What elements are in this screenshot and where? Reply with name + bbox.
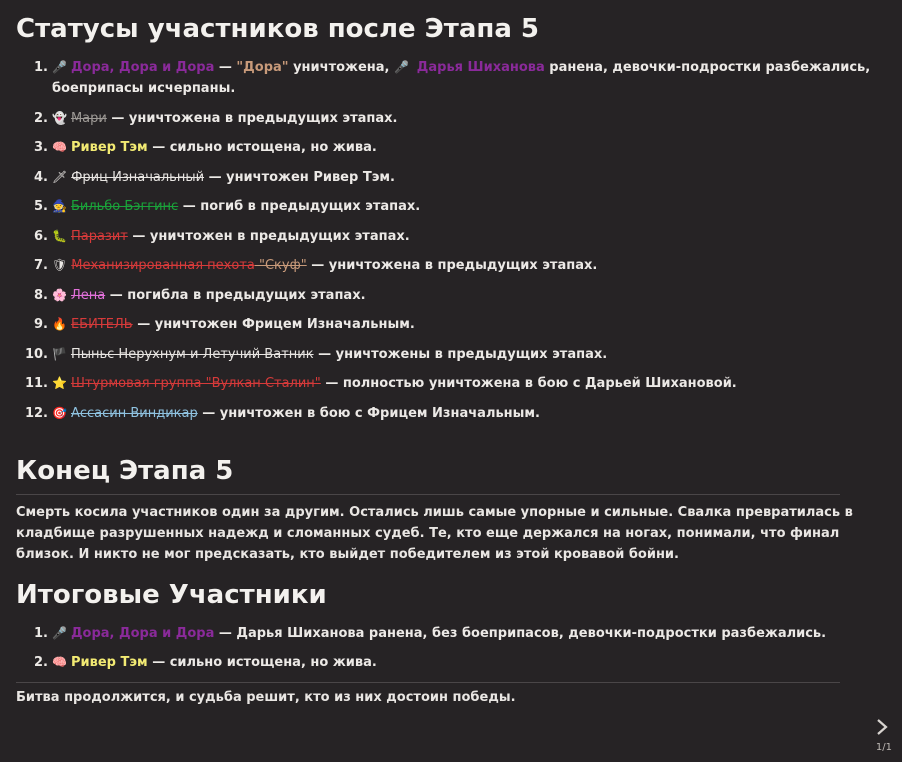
list-item-number: 12.: [24, 405, 48, 421]
stage-end-paragraph: Смерть косила участников один за другим. Остались лишь самые упорные и сильные. Свалка превратилась в кладбище разрушенных надежд и сломанных судеб. Те, кто еще держался на ногах, понимали, что финал близок. И никто не мог предсказать, кто выйдет победителем из этой кровавой бойни.: [16, 504, 853, 562]
emoji-icon: 🎤: [52, 60, 67, 74]
list-item-number: 9.: [34, 317, 48, 332]
emoji-icon: 🧠: [52, 655, 67, 669]
list-item-number: 4.: [34, 169, 48, 185]
list-item-number: 8.: [34, 287, 48, 303]
list-item-text: Бильбо Бэггинс: [70, 199, 179, 214]
emoji-icon: 🛡: [52, 258, 68, 272]
emoji-icon: 🎯: [52, 405, 67, 420]
list-item-text: — уничтожены в предыдущих этапах.: [313, 346, 608, 362]
list-item-number: 7.: [34, 258, 48, 273]
emoji-icon: 🌸: [52, 287, 67, 302]
statuses-list: [16, 57, 886, 424]
closing-paragraph: Битва продолжится, и судьба решит, кто из них достоин победы.: [16, 689, 516, 705]
list-item-text: — уничтожен Фрицем Изначальным.: [132, 317, 415, 332]
list-item: [16, 108, 886, 129]
list-item-text: — сильно истощена, но жива.: [147, 140, 377, 155]
list-item-text: Ассасин Виндикар: [70, 405, 198, 421]
list-item-text: —: [214, 60, 237, 75]
list-item: [16, 167, 886, 188]
list-item-text: "Скуф": [254, 258, 307, 273]
list-item-number: 3.: [34, 140, 48, 155]
list-item: [16, 57, 886, 99]
final-participants-list: [16, 623, 886, 674]
list-item: [16, 373, 886, 394]
list-item: [16, 652, 886, 673]
list-item-text: — погиб в предыдущих этапах.: [178, 199, 421, 214]
emoji-icon: 🐛: [52, 228, 67, 243]
list-item-text: Паразит: [70, 228, 128, 244]
list-item-text: — сильно истощена, но жива.: [147, 655, 377, 670]
list-item: [16, 285, 886, 306]
list-item-text: Дора, Дора и Дора: [70, 625, 215, 641]
list-item-text: Штурмовая группа "Вулкан Сталин": [70, 376, 321, 391]
list-item-text: — уничтожена в предыдущих этапах.: [106, 110, 398, 126]
page-counter: 1/1: [875, 742, 892, 753]
stage-end-heading: Конец Этапа 5: [16, 455, 234, 486]
list-item-text: — уничтожен в бою с Фрицем Изначальным.: [197, 405, 540, 421]
list-item-text: — уничтожена в предыдущих этапах.: [306, 258, 598, 273]
list-item-text: — полностью уничтожена в бою с Дарьей Шихановой.: [320, 376, 737, 391]
divider: [16, 682, 840, 683]
list-item-number: 6.: [34, 228, 48, 244]
statuses-heading: Статусы участников после Этапа 5: [16, 14, 540, 44]
list-item: [16, 255, 886, 276]
divider: [16, 494, 840, 495]
list-item-text: — уничтожен в предыдущих этапах.: [127, 228, 410, 244]
emoji-icon: 🗡: [52, 169, 68, 184]
emoji-icon: ⭐: [52, 376, 67, 390]
emoji-icon: 🎤: [52, 625, 67, 640]
list-item: [16, 137, 886, 158]
list-item-text: "Дора": [236, 60, 289, 75]
list-item-number: 5.: [34, 199, 48, 214]
final-participants-heading: Итоговые Участники: [16, 579, 327, 610]
emoji-icon: 👻: [52, 110, 67, 125]
list-item: [16, 226, 886, 247]
chevron-right-icon[interactable]: [874, 717, 890, 737]
list-item-text: Механизированная пехота: [71, 258, 255, 273]
list-item-text: Фриц Изначальный: [71, 169, 205, 185]
list-item-text: Ривер Тэм: [70, 655, 148, 670]
list-item: [16, 403, 886, 424]
list-item-text: уничтожена,: [288, 60, 395, 75]
emoji-icon: 🧠: [52, 140, 67, 154]
list-item-number: 11.: [24, 376, 48, 391]
list-item-number: 2.: [34, 110, 48, 126]
list-item: [16, 196, 886, 217]
emoji-icon: 🏴: [52, 346, 67, 361]
list-item-number: 1.: [34, 625, 48, 641]
emoji-icon: 🧙: [52, 199, 67, 213]
list-item: [16, 623, 886, 644]
list-item-text: Дарья Шиханова: [416, 60, 545, 75]
emoji-icon: 🔥: [52, 317, 67, 331]
list-item-text: Мари: [70, 110, 107, 126]
list-item-number: 2.: [34, 655, 48, 670]
list-item-text: Лена: [70, 287, 106, 303]
list-item-number: 1.: [34, 60, 48, 75]
list-item-text: Дора, Дора и Дора: [70, 60, 215, 75]
list-item: [16, 314, 886, 335]
list-item-text: ЕБИТЕЛЬ: [70, 317, 133, 332]
list-item-number: 10.: [24, 346, 48, 362]
list-item-text: — уничтожен Ривер Тэм.: [204, 169, 395, 185]
list-item-text: 🎤: [394, 60, 413, 74]
list-item-text: Пыньс Нерухнум и Летучий Ватник: [70, 346, 314, 362]
list-item: [16, 344, 886, 365]
list-item-text: — Дарья Шиханова ранена, без боеприпасов, девочки-подростки разбежались.: [214, 625, 827, 641]
list-item-text: — погибла в предыдущих этапах.: [105, 287, 366, 303]
list-item-text: Ривер Тэм: [70, 140, 148, 155]
list-item-text: ранена, девочки-подростки разбежались, боеприпасы исчерпаны.: [52, 60, 871, 96]
